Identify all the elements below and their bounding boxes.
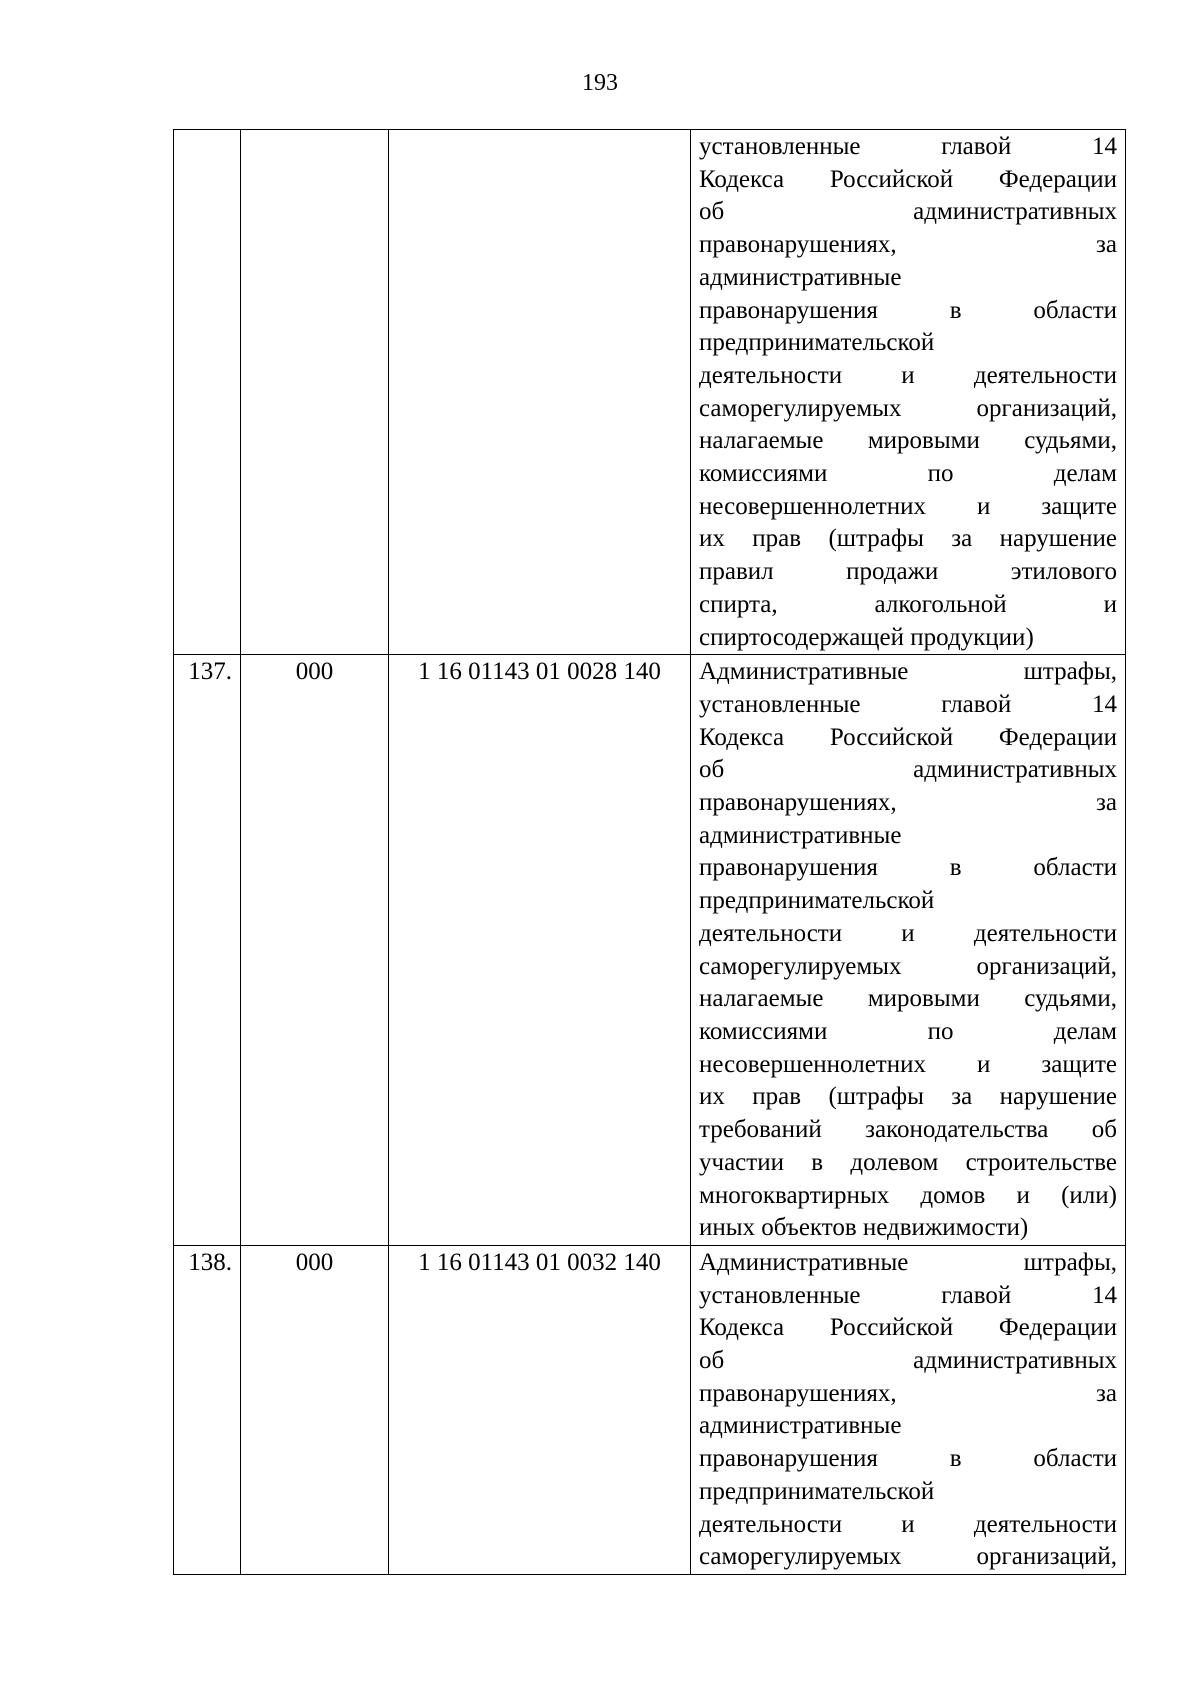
text-line: Административные штрафы, <box>699 1248 1117 1276</box>
text-line: Кодекса Российской Федерации <box>699 165 1117 193</box>
table-row <box>174 1245 1126 1574</box>
budget-classification-table <box>173 129 1126 1575</box>
text-line: несовершеннолетних и защите <box>699 1050 1117 1078</box>
text-line: Кодекса Российской Федерации <box>699 1314 1117 1342</box>
text-line: установленные главой 14 <box>699 690 1117 718</box>
text-line: налагаемые мировыми судьями, <box>699 427 1117 455</box>
row-number-cell <box>174 130 241 655</box>
text-line: правонарушения в области <box>699 296 1117 324</box>
text-line: спиртосодержащей продукции) <box>699 623 1034 651</box>
budget-code-cell: 1 16 01143 01 0028 140 <box>389 655 691 1246</box>
text-line: Кодекса Российской Федерации <box>699 723 1117 751</box>
text-line: предпринимательской <box>699 887 935 915</box>
text-line: участии в долевом строительстве <box>699 1148 1117 1176</box>
text-line: саморегулируемых организаций, <box>699 952 1117 980</box>
text-line: установленные главой 14 <box>699 133 1117 160</box>
text-line: саморегулируемых организаций, <box>699 394 1117 422</box>
text-line: иных объектов недвижимости) <box>699 1214 1029 1242</box>
text-line: Административные штрафы, <box>699 658 1117 686</box>
text-line: деятельности и деятельности <box>699 1510 1117 1538</box>
budget-code-cell: 1 16 01143 01 0032 140 <box>389 1245 691 1574</box>
administrator-code-cell <box>241 130 389 655</box>
text-line: об административных <box>699 756 1117 784</box>
administrator-code-cell: 000 <box>241 1245 389 1574</box>
text-line: правонарушения в области <box>699 1445 1117 1473</box>
row-number-cell: 137. <box>174 655 241 1246</box>
text-line: об административных <box>699 198 1117 226</box>
text-line: установленные главой 14 <box>699 1281 1117 1309</box>
text-line: административные <box>699 263 902 291</box>
table-row <box>174 655 1126 1246</box>
text-line: саморегулируемых организаций, <box>699 1543 1117 1571</box>
table-row <box>174 130 1126 655</box>
text-line: несовершеннолетних и защите <box>699 492 1117 520</box>
text-line: правонарушения в области <box>699 854 1117 882</box>
administrator-code-cell: 000 <box>241 655 389 1246</box>
text-line: многоквартирных домов и (или) <box>699 1181 1117 1209</box>
text-line: деятельности и деятельности <box>699 919 1117 947</box>
text-line: их прав (штрафы за нарушение <box>699 1083 1117 1111</box>
row-number-cell: 138. <box>174 1245 241 1574</box>
income-name-cell <box>691 130 1126 655</box>
text-line: налагаемые мировыми судьями, <box>699 985 1117 1013</box>
text-line: правил продажи этилового <box>699 558 1117 586</box>
text-line: их прав (штрафы за нарушение <box>699 525 1117 553</box>
text-line: предпринимательской <box>699 329 935 357</box>
text-line: требований законодательства об <box>699 1116 1117 1144</box>
text-line: деятельности и деятельности <box>699 361 1117 389</box>
text-line: административные <box>699 1412 902 1440</box>
text-line: правонарушениях, за <box>699 231 1117 259</box>
income-name-cell <box>691 1245 1126 1574</box>
text-line: предпринимательской <box>699 1477 935 1505</box>
page-number: 193 <box>582 70 618 96</box>
budget-code-cell <box>389 130 691 655</box>
text-line: спирта, алкогольной и <box>699 590 1117 618</box>
text-line: правонарушениях, за <box>699 789 1117 817</box>
text-line: об административных <box>699 1347 1117 1375</box>
income-name-cell <box>691 655 1126 1246</box>
text-line: комиссиями по делам <box>699 1017 1117 1045</box>
text-line: административные <box>699 821 902 849</box>
text-line: комиссиями по делам <box>699 460 1117 488</box>
text-line: правонарушениях, за <box>699 1379 1117 1407</box>
